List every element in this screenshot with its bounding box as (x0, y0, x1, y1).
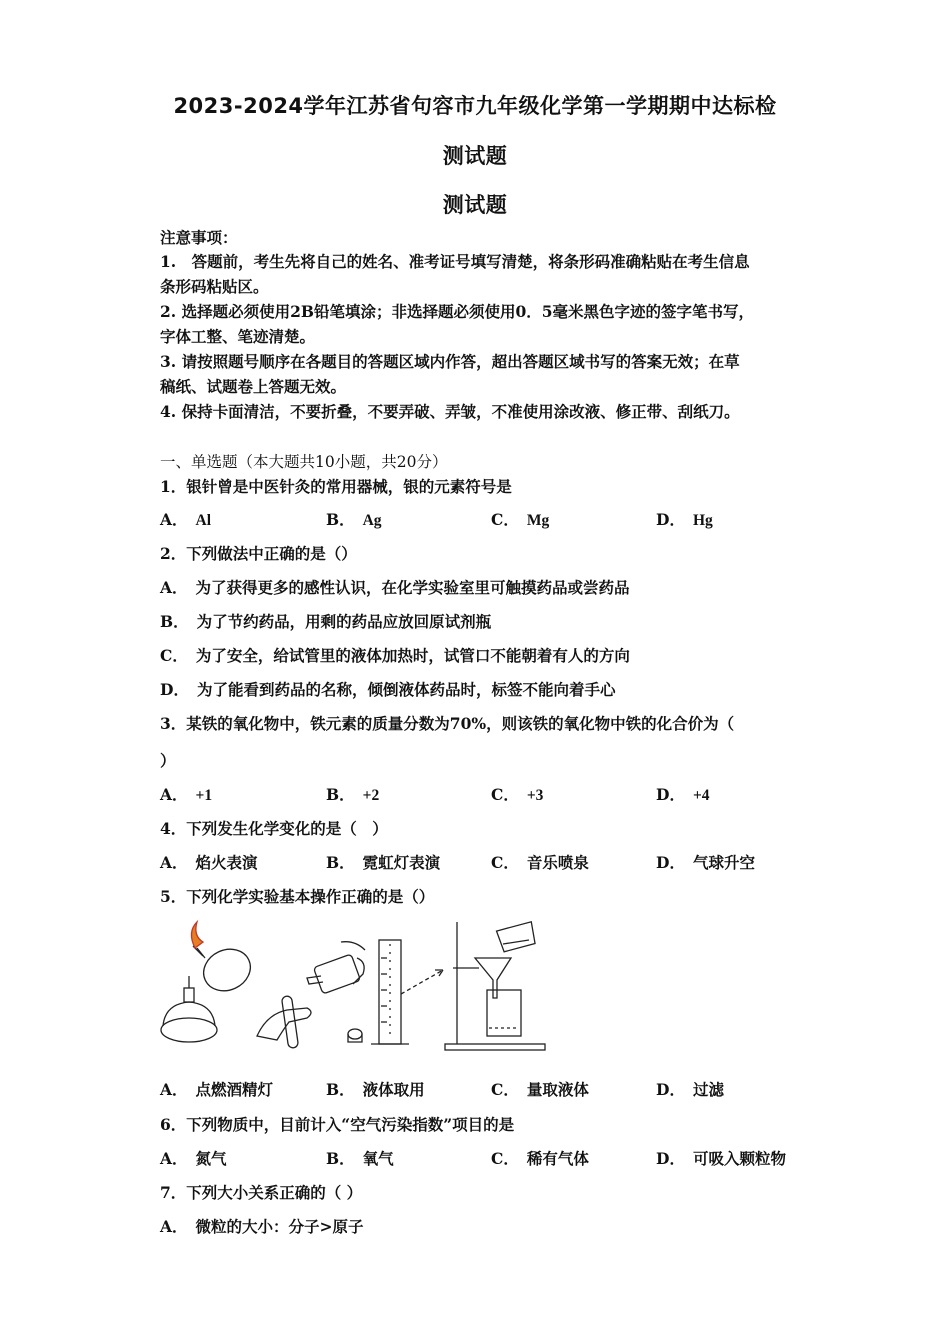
q1-option-a (160, 510, 211, 531)
option-key: D． (656, 1149, 685, 1168)
q2-option-d (160, 680, 615, 700)
q3-option-b (326, 785, 379, 806)
q1-option-b (326, 510, 382, 531)
notice-item: 字体工整、笔迹清楚。 (160, 327, 316, 346)
notice-heading: 注意事项： (160, 228, 238, 247)
option-key: A． (160, 1080, 188, 1099)
option-key: D． (656, 510, 685, 529)
q2-option-a (160, 578, 630, 598)
option-text: 为了能看到药品的名称，倾倒液体药品时，标签不能向着手心 (196, 680, 616, 699)
q1-option-d (656, 510, 713, 531)
question-5-stem: 5．下列化学实验基本操作正确的是（） (160, 887, 435, 906)
option-text: Hg (692, 512, 713, 529)
question-2-stem: 2．下列做法中正确的是（） (160, 544, 357, 563)
option-key: A． (160, 785, 188, 804)
option-key: A． (160, 510, 188, 529)
lab-operations-illustration (157, 918, 557, 1058)
q2-option-b (160, 612, 491, 632)
option-key: C． (160, 646, 188, 665)
q5-option-a (160, 1080, 273, 1100)
filtration-icon (445, 922, 545, 1050)
question-7-stem: 7．下列大小关系正确的（ ） (160, 1183, 363, 1202)
q6-option-d (656, 1149, 786, 1169)
q4-option-c (491, 853, 589, 873)
option-text: 氧气 (362, 1149, 394, 1168)
option-text: Al (195, 512, 212, 529)
option-key: C． (491, 1080, 519, 1099)
q1-option-c (491, 510, 549, 531)
alcohol-lamp-icon (161, 942, 257, 1042)
option-text: 过滤 (692, 1080, 724, 1099)
q5-option-b (326, 1080, 425, 1100)
option-text: 可吸入颗粒物 (692, 1149, 786, 1168)
q6-option-b (326, 1149, 394, 1169)
option-key: C． (491, 1149, 519, 1168)
option-text: 为了安全，给试管里的液体加热时，试管口不能朝着有人的方向 (195, 646, 630, 665)
flame-icon (191, 922, 203, 948)
question-6-stem: 6．下列物质中，目前计入“空气污染指数”项目的是 (160, 1115, 515, 1134)
q7-option-a (160, 1217, 364, 1237)
hand-pouring-icon (257, 942, 365, 1049)
notice-item: 稿纸、试题卷上答题无效。 (160, 377, 347, 396)
q6-option-c (491, 1149, 589, 1169)
option-text: 焰火表演 (195, 853, 258, 872)
section-heading: 一、单选题（本大题共10小题，共20分） (160, 453, 448, 471)
option-text: +1 (195, 787, 213, 804)
question-1-stem: 1．银针曾是中医针灸的常用器械，银的元素符号是 (160, 477, 512, 496)
question-3-stem-cont: ） (160, 751, 176, 770)
option-text: +4 (692, 787, 710, 804)
q3-option-d (656, 785, 710, 806)
q4-option-a (160, 853, 258, 873)
option-text: 氮气 (195, 1149, 227, 1168)
option-key: B． (326, 1080, 355, 1099)
option-key: B． (326, 785, 355, 804)
option-text: 为了节约药品，用剩的药品应放回原试剂瓶 (196, 612, 492, 631)
option-key: A． (160, 853, 188, 872)
page-title-cont: 测试题 (442, 144, 508, 168)
graduated-cylinder-icon (371, 940, 443, 1044)
option-text: 音乐喷泉 (526, 853, 589, 872)
option-key: B． (326, 853, 355, 872)
q3-option-a (160, 785, 212, 806)
q4-option-b (326, 853, 440, 873)
option-key: A． (160, 1217, 188, 1236)
option-text: 稀有气体 (526, 1149, 589, 1168)
option-text: 霓虹灯表演 (362, 853, 441, 872)
notice-item: 条形码粘贴区。 (160, 277, 269, 296)
option-text: Ag (362, 512, 382, 529)
option-key: D． (656, 785, 685, 804)
page-subtitle: 测试题 (442, 193, 508, 217)
question-3-stem: 3．某铁的氧化物中，铁元素的质量分数为70%，则该铁的氧化物中铁的化合价为（ (160, 714, 735, 733)
q5-option-c (491, 1080, 589, 1100)
option-key: B． (326, 510, 355, 529)
option-key: D． (656, 1080, 685, 1099)
option-key: C． (491, 785, 519, 804)
notice-item: 2. 选择题必须使用2B铅笔填涂；非选择题必须使用0．5毫米黑色字迹的签字笔书写， (160, 302, 755, 321)
option-key: C． (491, 853, 519, 872)
notice-item: 1. 答题前，考生先将自己的姓名、准考证号填写清楚，将条形码准确粘贴在考生信息 (160, 252, 750, 271)
notice-item: 3. 请按照题号顺序在各题目的答题区域内作答，超出答题区域书写的答案无效；在草 (160, 352, 740, 371)
option-key: A． (160, 1149, 188, 1168)
option-text: 液体取用 (362, 1080, 425, 1099)
notice-item: 4. 保持卡面清洁，不要折叠，不要弄破、弄皱，不准使用涂改液、修正带、刮纸刀。 (160, 402, 740, 421)
option-text: 点燃酒精灯 (195, 1080, 274, 1099)
option-text: +3 (526, 787, 544, 804)
option-text: 微粒的大小：分子>原子 (195, 1217, 364, 1236)
option-key: C． (491, 510, 519, 529)
q4-option-d (656, 853, 755, 873)
option-text: 量取液体 (526, 1080, 589, 1099)
question-4-stem: 4．下列发生化学变化的是（ ） (160, 819, 388, 838)
page-title: 2023-2024学年江苏省句容市九年级化学第一学期期中达标检 (173, 94, 777, 118)
option-key: A． (160, 578, 188, 597)
option-key: D． (656, 853, 685, 872)
option-text: 为了获得更多的感性认识，在化学实验室里可触摸药品或尝药品 (195, 578, 630, 597)
option-text: +2 (362, 787, 380, 804)
option-key: B． (326, 1149, 355, 1168)
q2-option-c (160, 646, 630, 666)
option-key: B． (160, 612, 189, 631)
option-key: D． (160, 680, 189, 699)
option-text: 气球升空 (692, 853, 755, 872)
q3-option-c (491, 785, 543, 806)
option-text: Mg (526, 512, 550, 529)
q5-option-d (656, 1080, 724, 1100)
q6-option-a (160, 1149, 227, 1169)
